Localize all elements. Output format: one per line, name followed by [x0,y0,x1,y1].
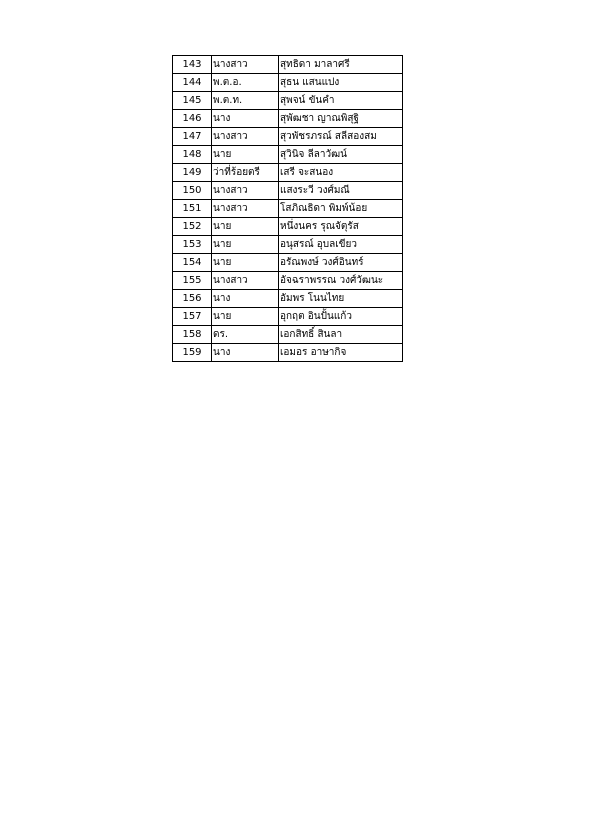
row-name-cell: สุธน แสนแปง [279,74,403,92]
row-number-cell: 143 [173,56,212,74]
row-name-cell: สุพัฒชา ญาณพิสุฐิ [279,110,403,128]
table-row [173,182,403,200]
row-title-cell: นางสาว [212,200,279,218]
row-number-cell: 159 [173,344,212,362]
row-name-cell: สุวินิจ ลีลาวัฒน์ [279,146,403,164]
row-name-cell: เอมอร อาษากิจ [279,344,403,362]
table-row [173,200,403,218]
row-name-cell: แสงระวี วงศ์มณี [279,182,403,200]
row-number-cell: 150 [173,182,212,200]
row-title-cell: ว่าที่ร้อยตรี [212,164,279,182]
row-title-cell: นาย [212,236,279,254]
row-title-cell: นาย [212,146,279,164]
table-row [173,344,403,362]
table-row [173,146,403,164]
table-row [173,110,403,128]
row-title-cell: พ.ต.อ. [212,74,279,92]
row-title-cell: นาย [212,254,279,272]
row-number-cell: 145 [173,92,212,110]
row-number-cell: 148 [173,146,212,164]
table-row [173,290,403,308]
row-number-cell: 154 [173,254,212,272]
row-number-cell: 157 [173,308,212,326]
row-title-cell: นาง [212,290,279,308]
row-name-cell: เอกสิทธิ์ สินลา [279,326,403,344]
row-title-cell: นาง [212,344,279,362]
name-list-table [172,55,403,362]
row-number-cell: 149 [173,164,212,182]
row-title-cell: นางสาว [212,182,279,200]
row-title-cell: นางสาว [212,56,279,74]
row-name-cell: สุทธิดา มาลาศรี [279,56,403,74]
table-row [173,92,403,110]
row-title-cell: นางสาว [212,272,279,290]
row-name-cell: อัมพร โนนไทย [279,290,403,308]
table-row [173,254,403,272]
table-row [173,272,403,290]
row-title-cell: ดร. [212,326,279,344]
table-row [173,164,403,182]
row-number-cell: 147 [173,128,212,146]
table-row [173,218,403,236]
row-name-cell: เสรี จะสนอง [279,164,403,182]
table-row [173,326,403,344]
row-title-cell: นาง [212,110,279,128]
row-title-cell: นาย [212,308,279,326]
row-name-cell: อัจฉราพรรณ วงศ์วัฒนะ [279,272,403,290]
row-title-cell: พ.ต.ท. [212,92,279,110]
row-name-cell: สุพจน์ ขันคำ [279,92,403,110]
row-title-cell: นาย [212,218,279,236]
row-number-cell: 151 [173,200,212,218]
name-list-body [173,56,403,362]
row-name-cell: โสภิณธิดา พิมพ์น้อย [279,200,403,218]
row-name-cell: อนุสรณ์ อุบลเขียว [279,236,403,254]
table-row [173,236,403,254]
row-name-cell: อรัณพงษ์ วงศ์อินทร์ [279,254,403,272]
table-row [173,74,403,92]
row-title-cell: นางสาว [212,128,279,146]
table-row [173,56,403,74]
row-number-cell: 153 [173,236,212,254]
row-number-cell: 152 [173,218,212,236]
row-name-cell: อุกฤต อินปั้นแก้ว [279,308,403,326]
row-name-cell: สุวพัชรภรณ์ สลีสองสม [279,128,403,146]
row-number-cell: 158 [173,326,212,344]
table-row [173,128,403,146]
row-name-cell: หนึ่งนคร รุณจัตุรัส [279,218,403,236]
row-number-cell: 144 [173,74,212,92]
row-number-cell: 146 [173,110,212,128]
row-number-cell: 155 [173,272,212,290]
table-row [173,308,403,326]
row-number-cell: 156 [173,290,212,308]
